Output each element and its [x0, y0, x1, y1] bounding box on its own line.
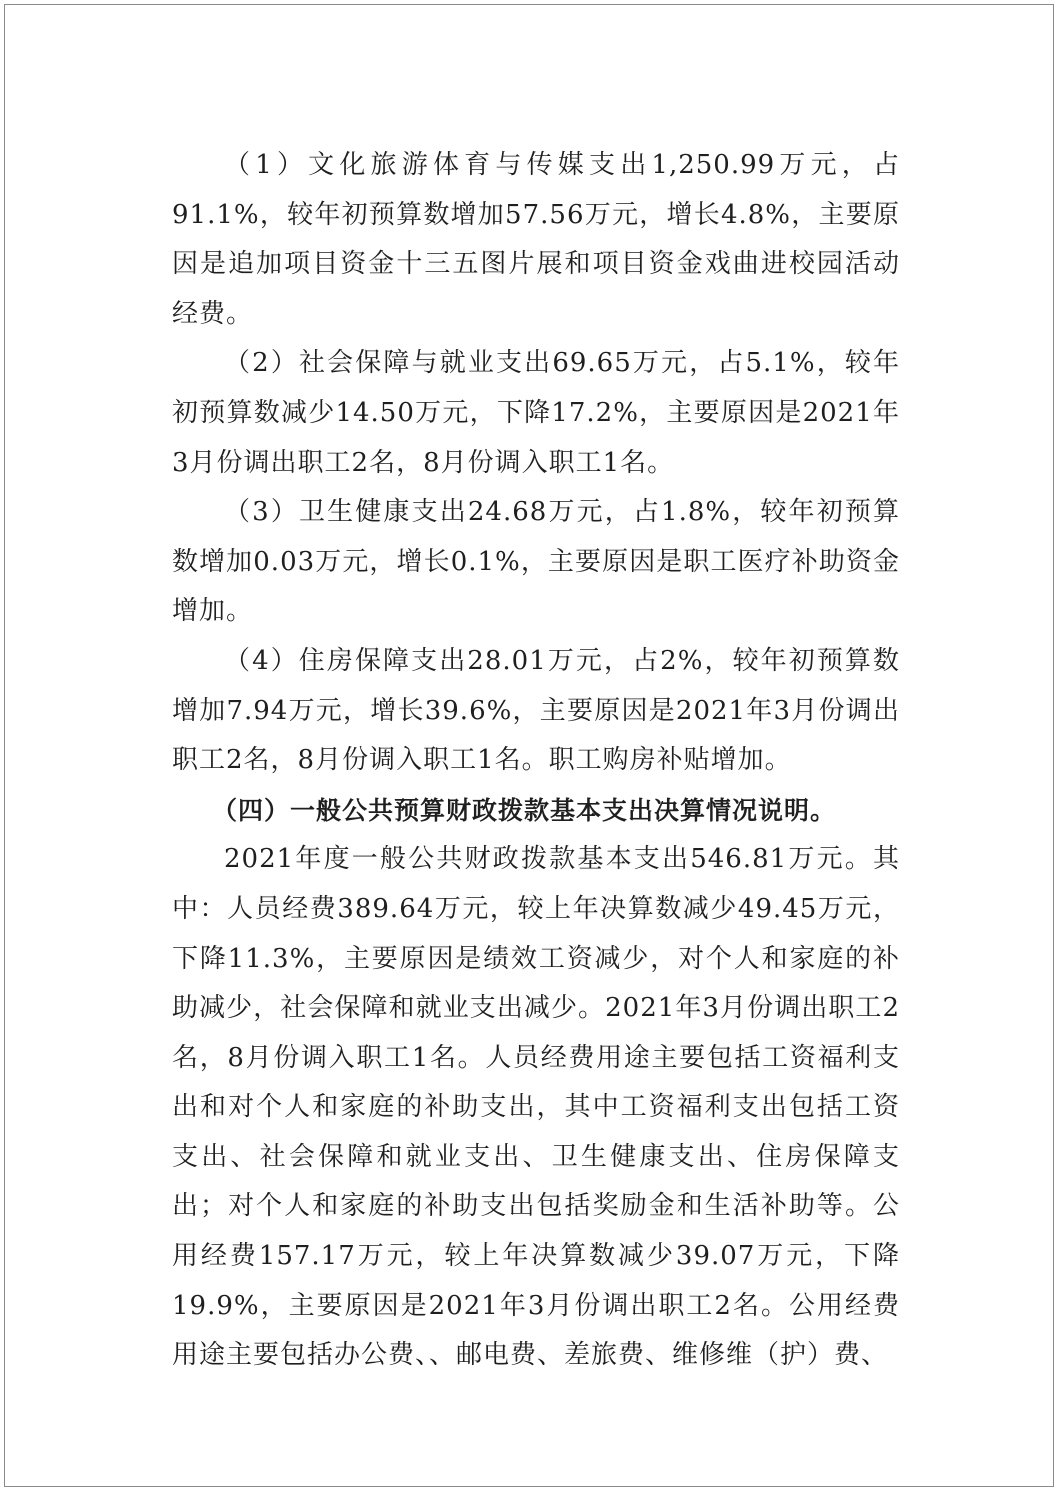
paragraph-housing-expenditure: （4）住房保障支出28.01万元，占2%，较年初预算数增加7.94万元，增长39.6%，主要原因是2021年3月份调出职工2名，8月份调入职工1名。职工购房补贴增加。: [172, 645, 900, 776]
paragraph-health-expenditure: （3）卫生健康支出24.68万元，占1.8%，较年初预算数增加0.03万元，增长0.1%，主要原因是职工医疗补助资金增加。: [172, 497, 900, 627]
paragraph-social-security-expenditure: （2）社会保障与就业支出69.65万元，占5.1%，较年初预算数减少14.50万元，下降17.2%，主要原因是2021年3月份调出职工2名，8月份调入职工1名。: [172, 348, 900, 478]
section-heading: （四）一般公共预算财政拨款基本支出决算情况说明。: [212, 795, 837, 825]
section-body-paragraph: 2021年度一般公共财政拨款基本支出546.81万元。其中：人员经费389.64万元，较上年决算数减少49.45万元，下降11.3%，主要原因是绩效工资减少，对个人和家庭的补助减少，社会保障和就业支出减少。2021年3月份调出职工2名，8月份调入职工1名。人员经费用途主要包括工资福利支出和对个人和家庭的补助支出，其中工资福利支出包括工资支出、社会保障和就业支出、卫生健康支出、住房保障支出；对个人和家庭的补助支出包括奖励金和生活补助等。公用经费157.17万元，较上年决算数减少39.07万元，下降19.9%，主要原因是2021年3月份调出职工2名。公用经费用途主要包括办公费、、邮电费、差旅费、维修维（护）费、: [172, 844, 900, 1371]
paragraph-culture-tourism-expenditure: （1）文化旅游体育与传媒支出1,250.99万元，占91.1%，较年初预算数增加57.56万元，增长4.8%，主要原因是追加项目资金十三五图片展和项目资金戏曲进校园活动经费。: [172, 150, 900, 329]
page-content: [172, 141, 900, 1381]
page-border: [4, 4, 1054, 1487]
